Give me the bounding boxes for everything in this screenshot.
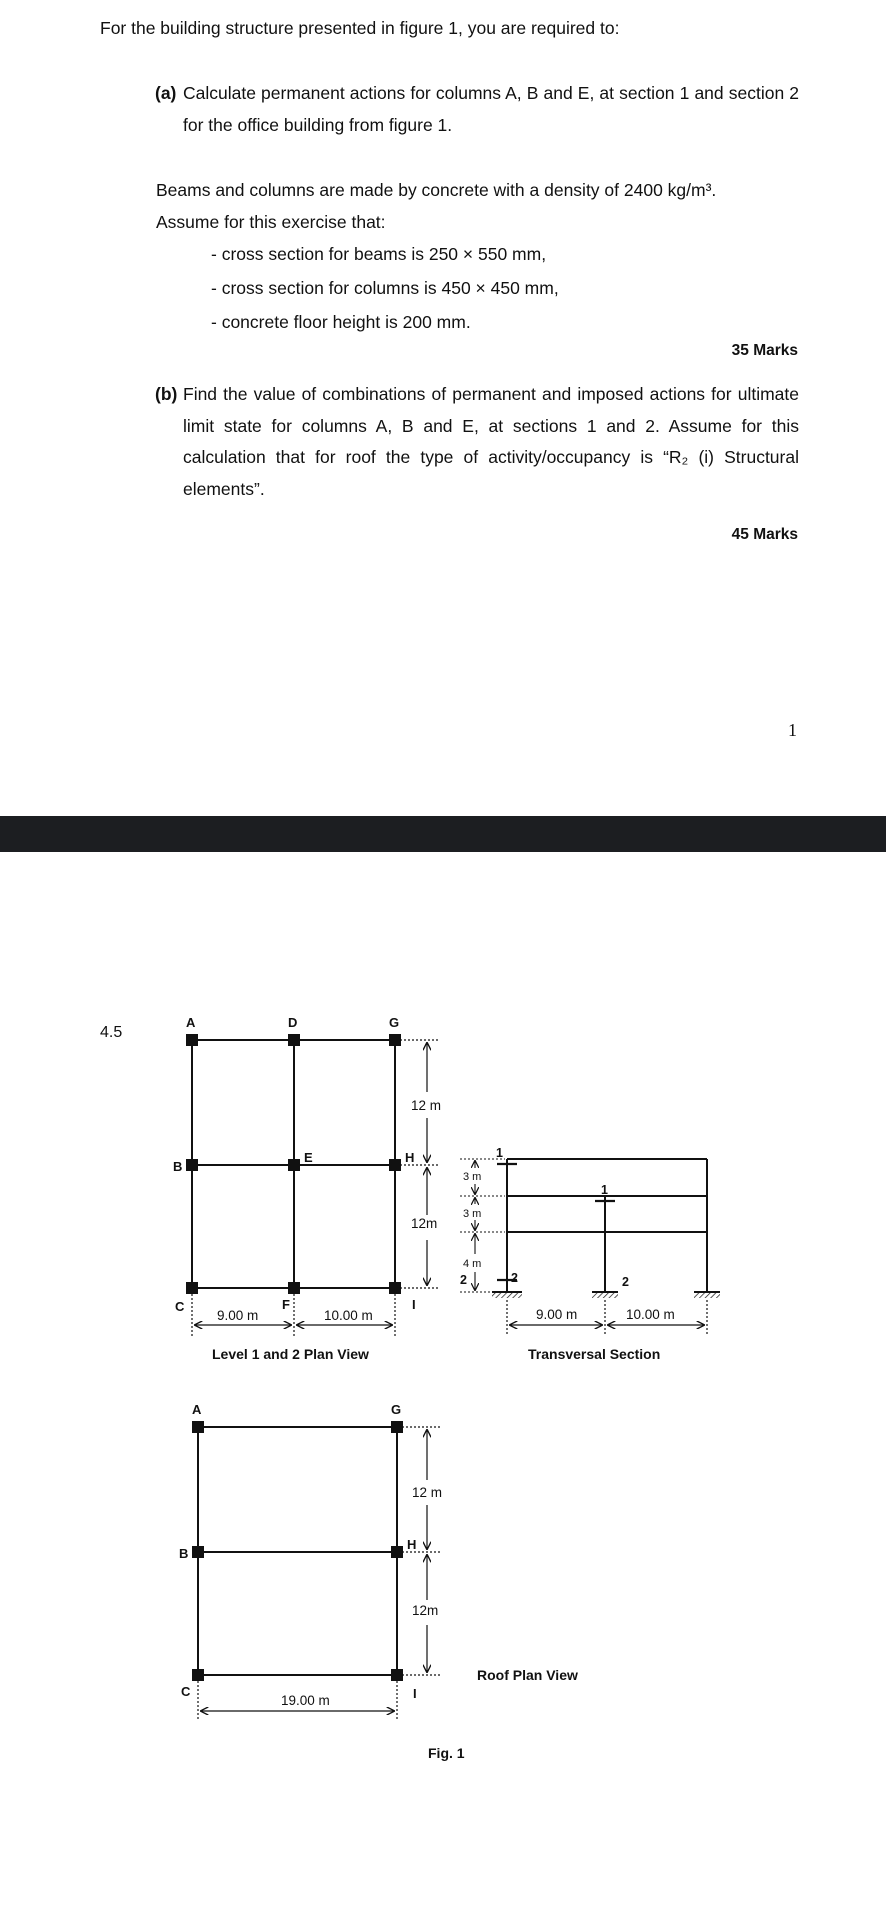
dim-label: 12 m bbox=[412, 1485, 443, 1500]
node-label: B bbox=[173, 1159, 183, 1174]
dim-label: 12m bbox=[411, 1216, 438, 1231]
intro-text: For the building structure presented in figure 1, you are required to: bbox=[100, 18, 620, 38]
section-mark-labels bbox=[460, 1146, 629, 1289]
part-a-label: (a) bbox=[155, 83, 177, 103]
node-label: F bbox=[282, 1297, 290, 1312]
section-mark-label: 2 bbox=[511, 1271, 518, 1285]
section-mark-label: 2 bbox=[460, 1273, 467, 1287]
dim-label: 19.00 m bbox=[281, 1693, 330, 1708]
node-label: H bbox=[407, 1537, 417, 1552]
assumption-item: - cross section for beams is 250 × 550 mm, bbox=[211, 244, 547, 264]
section-mark-label: 1 bbox=[496, 1146, 503, 1160]
node-label: G bbox=[389, 1015, 400, 1030]
node-label: I bbox=[412, 1297, 416, 1312]
marks-b: 45 Marks bbox=[731, 526, 798, 543]
dim-label: 10.00 m bbox=[324, 1308, 373, 1323]
node-label: E bbox=[304, 1150, 313, 1165]
roof-view bbox=[198, 1427, 397, 1675]
section-supports bbox=[492, 1292, 720, 1298]
node-label: B bbox=[179, 1546, 189, 1561]
marks-a: 35 Marks bbox=[731, 342, 798, 359]
section-mark-label: 2 bbox=[622, 1275, 629, 1289]
section-frame bbox=[507, 1159, 707, 1292]
node-label: C bbox=[181, 1684, 191, 1699]
node-label: H bbox=[405, 1150, 415, 1165]
dim-label: 12 m bbox=[411, 1098, 442, 1113]
node-label: C bbox=[175, 1299, 185, 1314]
node-label: A bbox=[192, 1402, 202, 1417]
section-cut-marks bbox=[497, 1164, 615, 1280]
page-number: 1 bbox=[788, 720, 797, 740]
roof-view-caption: Roof Plan View bbox=[477, 1667, 578, 1683]
node-label: D bbox=[288, 1015, 298, 1030]
dim-label: 10.00 m bbox=[626, 1307, 675, 1322]
dim-label: 9.00 m bbox=[536, 1307, 578, 1322]
assumption-item: - cross section for columns is 450 × 450 mm, bbox=[211, 278, 559, 298]
part-b-label: (b) bbox=[155, 384, 178, 404]
materials-line: Beams and columns are made by concrete with a density of 2400 kg/m³. bbox=[156, 180, 717, 200]
height-label: 3 m bbox=[463, 1171, 482, 1183]
section-mark-label: 1 bbox=[601, 1183, 608, 1197]
plan-view-caption: Level 1 and 2 Plan View bbox=[212, 1346, 369, 1362]
node-label: A bbox=[186, 1015, 196, 1030]
section-view-caption: Transversal Section bbox=[528, 1346, 661, 1362]
part-b-text: Find the value of combinations of permanent and imposed actions for ultimate limit state for columns A, B and E, at sections 1 and 2. Assume for this calculation that for roof the type of activity/occupancy is “R₂ (i) Structural elements”. bbox=[183, 384, 799, 499]
dim-label: 12m bbox=[412, 1603, 439, 1618]
dim-label: 9.00 m bbox=[217, 1308, 259, 1323]
section-number: 4.5 bbox=[100, 1024, 123, 1041]
node-label: G bbox=[391, 1402, 402, 1417]
figure-caption: Fig. 1 bbox=[428, 1745, 465, 1761]
assumption-item: - concrete floor height is 200 mm. bbox=[211, 312, 471, 332]
node-label: I bbox=[413, 1686, 417, 1701]
height-label: 4 m bbox=[463, 1258, 482, 1270]
assume-line: Assume for this exercise that: bbox=[156, 212, 386, 232]
height-label: 3 m bbox=[463, 1208, 482, 1220]
part-a-text: Calculate permanent actions for columns A, B and E, at section 1 and section 2 for the office building from figure 1. bbox=[183, 83, 799, 135]
